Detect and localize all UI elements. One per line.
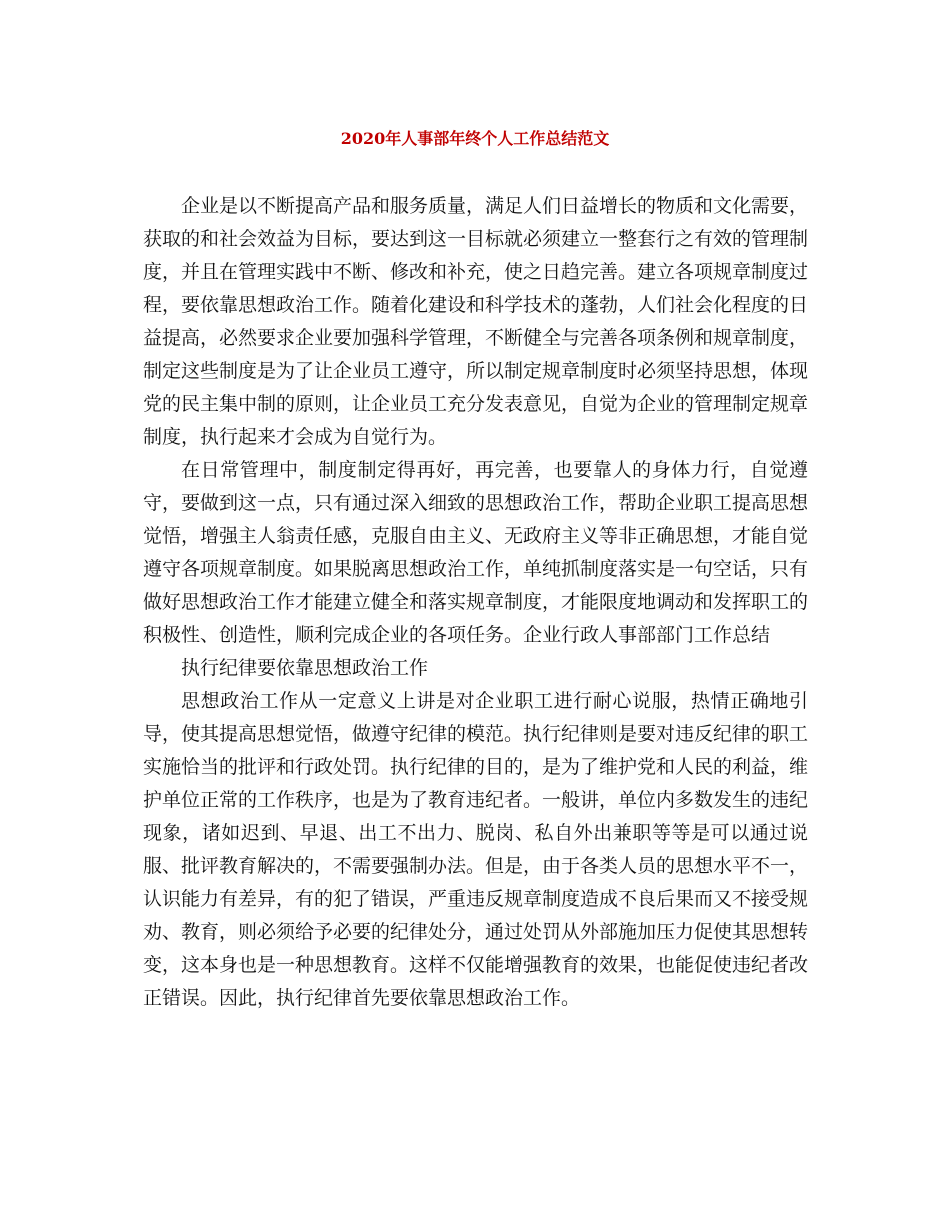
section-heading-discipline: 执行纪律要依靠思想政治工作 (181, 657, 429, 679)
paragraph-daily-management: 在日常管理中，制度制定得再好，再完善，也要靠人的身体力行，自觉遵守，要做到这一点，只有通过深入细致的思想政治工作，帮助企业职工提高思想觉悟，增强主人翁责任感，克服自由主义、无政府主义等非正确思想，才能自觉遵守各项规章制度。如果脱离思想政治工作，单纯抓制度落实是一句空话，只有做好思想政治工作才能建立健全和落实规章制度，才能限度地调动和发挥职工的积极性、创造性，顺利完成企业的各项任务。企业行政人事部部门工作总结 (143, 459, 809, 646)
document-title: 2020年人事部年终个人工作总结范文 (340, 129, 610, 148)
paragraph-intro: 企业是以不断提高产品和服务质量，满足人们日益增长的物质和文化需要，获取的和社会效益为目标，要达到这一目标就必须建立一整套行之有效的管理制度，并且在管理实践中不断、修改和补充，使之日趋完善。建立各项规章制度过程，要依靠思想政治工作。随着化建设和科学技术的蓬勃，人们社会化程度的日益提高，必然要求企业要加强科学管理，不断健全与完善各项条例和规章制度，制定这些制度是为了让企业员工遵守，所以制定规章制度时必须坚持思想，体现党的民主集中制的原则，让企业员工充分发表意见，自觉为企业的管理制定规章制度，执行起来才会成为自觉行为。 (143, 195, 809, 448)
paragraph-discipline: 思想政治工作从一定意义上讲是对企业职工进行耐心说服，热情正确地引导，使其提高思想觉悟，做遵守纪律的模范。执行纪律则是要对违反纪律的职工实施恰当的批评和行政处罚。执行纪律的目的，是为了维护党和人民的利益，维护单位正常的工作秩序，也是为了教育违纪者。一般讲，单位内多数发生的违纪现象，诸如迟到、早退、出工不出力、脱岗、私自外出兼职等等是可以通过说服、批评教育解决的，不需要强制办法。但是，由于各类人员的思想水平不一，认识能力有差异，有的犯了错误，严重违反规章制度造成不良后果而又不接受规劝、教育，则必须给予必要的纪律处分，通过处罚从外部施加压力促使其思想转变，这本身也是一种思想教育。这样不仅能增强教育的效果，也能促使违纪者改正错误。因此，执行纪律首先要依靠思想政治工作。 (143, 690, 809, 1009)
document-body (143, 190, 808, 1015)
